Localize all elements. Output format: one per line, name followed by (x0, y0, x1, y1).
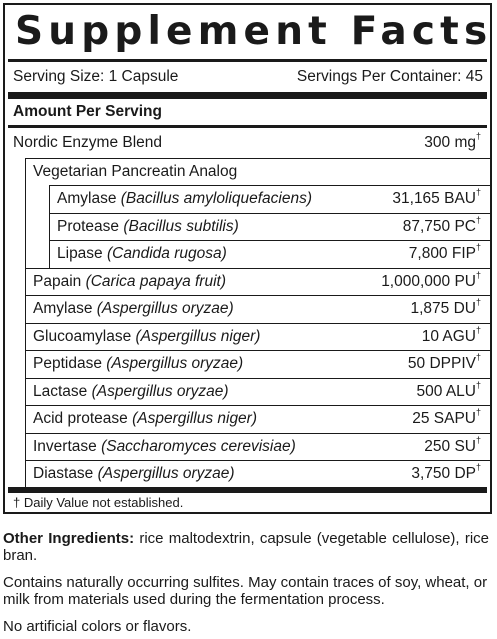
ingredient-amount: 31,165 BAU† (392, 187, 481, 207)
amount-rule (8, 125, 487, 128)
ingredient-amount: 10 AGU† (421, 324, 481, 345)
ingredient-amount: 50 DPPIV† (407, 352, 481, 372)
other-ingredients-text: rice maltodextrin, capsule (vegetable cellulose), rice bran. (3, 530, 490, 564)
ingredient-name: Vegetarian Pancreatin Analog (33, 162, 238, 180)
title-rule (8, 59, 487, 62)
ingredient-amount: 300 mg† (424, 131, 481, 151)
ingredient-name: Acid protease (Aspergillus niger) (33, 410, 258, 427)
sulfites-statement: Contains naturally occurring sulfites. May contain traces of soy, wheat, or milk from materials used during the fermentation process. (3, 574, 488, 608)
ingredient-name: Papain (Carica papaya fruit) (33, 272, 226, 290)
ingredient-amount: 25 SAPU† (412, 407, 481, 427)
ingredient-name: Amylase (Aspergillus oryzae) (33, 300, 234, 317)
table-row (25, 350, 490, 378)
ingredient-name: Diastase (Aspergillus oryzae) (33, 465, 235, 482)
table-row (25, 268, 490, 296)
table-row (25, 460, 490, 488)
table-row (49, 185, 490, 213)
panel-title: Supplement Facts (15, 9, 493, 54)
ingredient-amount: 1,875 DU† (410, 297, 481, 317)
ingredient-name: Amylase (Bacillus amyloliquefaciens) (57, 190, 312, 207)
indent-rule-level1 (25, 158, 26, 488)
indent-rule-level2 (49, 185, 50, 268)
table-row (5, 130, 490, 158)
other-ingredients (3, 530, 489, 564)
ingredient-amount: 87,750 PC† (402, 214, 481, 235)
ingredient-name: Protease (Bacillus subtilis) (57, 217, 239, 235)
ingredient-name: Lipase (Candida rugosa) (57, 245, 227, 262)
table-row (25, 433, 490, 461)
table-row (25, 323, 490, 351)
ingredient-amount: 500 ALU† (416, 379, 481, 400)
no-artificial-statement: No artificial colors or flavors. (3, 618, 192, 635)
ingredient-name: Nordic Enzyme Blend (13, 134, 163, 151)
footnote: † Daily Value not established. (13, 495, 184, 510)
amount-per-serving-heading: Amount Per Serving (13, 103, 162, 120)
table-row (25, 405, 490, 433)
other-ingredients-label: Other Ingredients: (3, 530, 135, 547)
ingredient-amount: 7,800 FIP† (408, 242, 481, 262)
ingredient-amount: 1,000,000 PU† (381, 269, 481, 290)
serving-size: Serving Size: 1 Capsule (13, 68, 179, 85)
serving-rule (8, 92, 487, 99)
table-row (49, 240, 490, 268)
ingredient-amount: 250 SU† (424, 434, 481, 455)
table-row (49, 213, 490, 241)
table-row (25, 295, 490, 323)
ingredient-name: Lactase (Aspergillus oryzae) (33, 382, 229, 400)
servings-per-container: Servings Per Container: 45 (296, 68, 483, 85)
ingredient-name: Peptidase (Aspergillus oryzae) (33, 355, 244, 372)
table-row (25, 158, 490, 186)
ingredient-amount: 3,750 DP† (411, 462, 481, 482)
ingredient-name: Invertase (Saccharomyces cerevisiae) (33, 437, 296, 455)
supplement-facts-panel (3, 3, 492, 514)
footnote-rule (8, 487, 487, 493)
ingredient-name: Glucoamylase (Aspergillus niger) (33, 327, 261, 345)
serving-info (13, 68, 483, 86)
table-row (25, 378, 490, 406)
nutrient-table (5, 130, 490, 488)
